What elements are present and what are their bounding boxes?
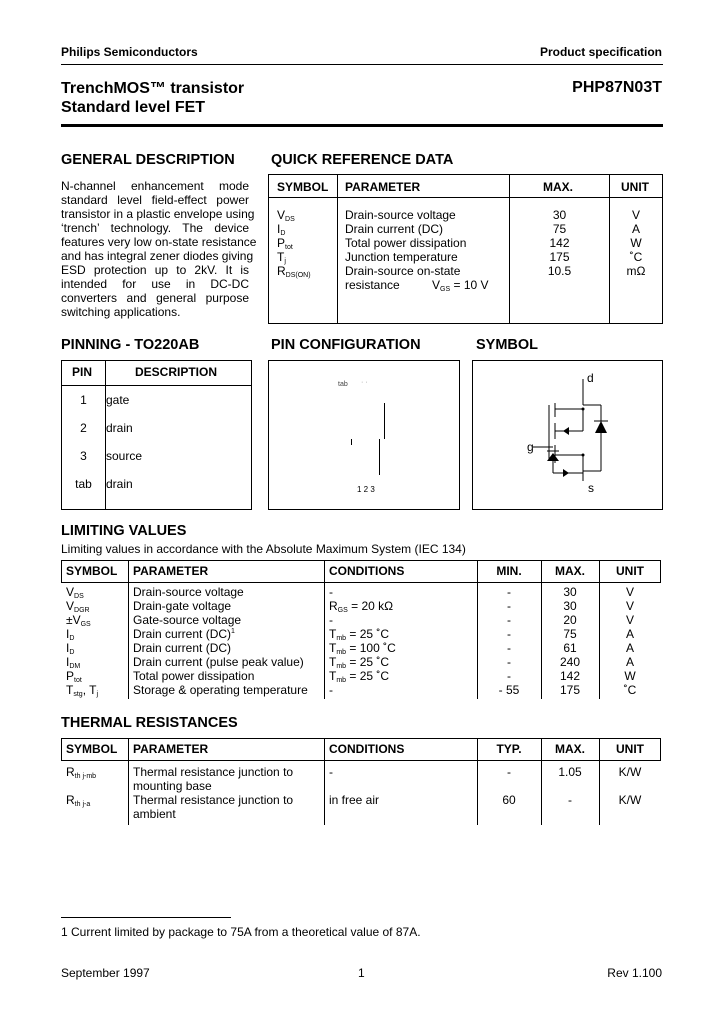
th-symbol: $R_{th j-a}$ xyxy=(66,793,91,808)
lv-condition: $T_{mb} = 25$ ˚C xyxy=(329,627,390,642)
pin-number: tab xyxy=(75,477,92,491)
symbol-diagram xyxy=(472,360,663,510)
lv-parameter: Drain-gate voltage xyxy=(133,599,232,613)
th-unit: K/W xyxy=(618,793,642,807)
th-unit: K/W xyxy=(618,765,642,779)
th-condition: in free air xyxy=(329,793,380,807)
lv-condition: - xyxy=(329,585,333,599)
lv-min: - xyxy=(507,627,511,641)
pin-number: 1 xyxy=(80,393,87,407)
gd-line: ‘trench’ technology. The device xyxy=(61,221,249,235)
qr-col-parameter: PARAMETER xyxy=(345,180,421,194)
qr-symbol: $V_{DS}$ xyxy=(277,208,295,223)
pinning-heading: PINNING - TO220AB xyxy=(61,337,200,353)
th-max: 1.05 xyxy=(558,765,582,779)
limiting-values-intro: Limiting values in accordance with the Absolute Maximum System (IEC 134) xyxy=(61,542,466,556)
th-col-typ: TYP. xyxy=(496,742,522,756)
gd-line: N-channel enhancement mode xyxy=(61,179,249,193)
th-col-max: MAX. xyxy=(555,742,585,756)
th-typ: - xyxy=(507,765,511,779)
qr-parameter: Junction temperature xyxy=(345,250,458,264)
lv-parameter: Gate-source voltage xyxy=(133,613,242,627)
lv-col-symbol: SYMBOL xyxy=(66,564,118,578)
lv-parameter: Storage & operating temperature xyxy=(133,683,308,697)
footer-rev: Rev 1.100 xyxy=(607,966,662,980)
lv-parameter: Drain current (DC) xyxy=(133,641,232,655)
qr-symbol: $I_D$ xyxy=(277,222,286,237)
lv-unit: A xyxy=(625,655,634,669)
gd-line: intended for use in DC-DC xyxy=(61,277,249,291)
lv-condition: $R_{GS} = 20$ kΩ xyxy=(329,599,394,614)
pinning-table xyxy=(61,360,252,510)
lv-unit: W xyxy=(624,669,636,683)
limiting-values-table xyxy=(61,560,661,699)
gd-line: standard level field-effect power xyxy=(61,193,249,207)
title-rule xyxy=(61,124,663,127)
qr-extra-param: resistance xyxy=(345,278,400,292)
lv-parameter: Drain current (pulse peak value) xyxy=(133,655,304,669)
lv-condition: $T_{mb} = 25$ ˚C xyxy=(329,669,390,684)
gd-line: switching applications. xyxy=(61,305,181,319)
lv-unit: ˚C xyxy=(623,683,637,697)
th-typ: 60 xyxy=(502,793,516,807)
lv-unit: A xyxy=(625,627,634,641)
th-col-conditions: CONDITIONS xyxy=(329,742,405,756)
lv-parameter: Total power dissipation xyxy=(133,669,255,683)
tab-label: tab xyxy=(338,381,348,388)
qr-unit: W xyxy=(630,236,642,250)
pin-configuration-diagram: tab · · 1 2 3 xyxy=(268,360,460,510)
lv-symbol: $P_{tot}$ xyxy=(66,669,82,684)
lv-unit: V xyxy=(625,613,634,627)
document-type: Product specification xyxy=(539,45,662,59)
qr-unit: V xyxy=(631,208,640,222)
qr-max: 142 xyxy=(549,236,570,250)
lv-min: - 55 xyxy=(498,683,520,697)
th-col-unit: UNIT xyxy=(616,742,644,756)
thermal-table xyxy=(61,738,661,825)
lv-max: 175 xyxy=(559,683,581,697)
th-symbol: $R_{th j-mb}$ xyxy=(66,765,97,780)
general-description-heading: GENERAL DESCRIPTION xyxy=(61,152,235,168)
footer-page: 1 xyxy=(358,966,365,980)
th-condition: - xyxy=(329,765,333,779)
qr-parameter: Total power dissipation xyxy=(345,236,467,250)
lv-col-unit: UNIT xyxy=(616,564,644,578)
qr-symbol: $P_{tot}$ xyxy=(277,236,293,251)
qr-parameter: Drain-source on-state xyxy=(345,264,461,278)
gate-label: g xyxy=(527,440,534,454)
lv-symbol: $V_{DS}$ xyxy=(66,585,84,600)
th-max: - xyxy=(568,793,572,807)
qr-unit: ˚C xyxy=(629,250,643,264)
pin-description: drain xyxy=(106,421,133,435)
general-description-text xyxy=(61,179,257,319)
company-name: Philips Semiconductors xyxy=(61,45,198,59)
lv-col-max: MAX. xyxy=(555,564,585,578)
mosfet-symbol-icon xyxy=(473,361,662,509)
gd-line: and has integral zener diodes giving xyxy=(61,249,254,263)
lv-col-conditions: CONDITIONS xyxy=(329,564,405,578)
lv-symbol: $T_{stg}$, $T_j$ xyxy=(66,683,99,698)
lv-max: 20 xyxy=(563,613,577,627)
lv-min: - xyxy=(507,641,511,655)
pin-description: source xyxy=(106,449,143,463)
gd-line: converters and general purpose xyxy=(61,291,249,305)
footer-date: September 1997 xyxy=(61,966,150,980)
lv-max: 61 xyxy=(563,641,577,655)
footnote-rule xyxy=(61,917,231,918)
qr-symbol: $R_{DS(ON)}$ xyxy=(277,264,311,279)
footnote: 1 Current limited by package to 75A from a theoretical value of 87A. xyxy=(61,925,421,939)
pin-description: gate xyxy=(106,393,130,407)
lv-symbol: $I_{DM}$ xyxy=(66,655,81,670)
pin-col-pin: PIN xyxy=(72,365,93,379)
pin-numbers: 1 2 3 xyxy=(357,485,375,494)
lv-unit: A xyxy=(625,641,634,655)
header-rule xyxy=(61,64,663,65)
lv-condition: - xyxy=(329,683,333,697)
qr-max: 30 xyxy=(552,208,567,222)
document-title: TrenchMOS™ transistor Standard level FET xyxy=(61,80,245,116)
lv-unit: V xyxy=(625,585,634,599)
th-parameter-cont: mounting base xyxy=(133,779,212,793)
qr-parameter: Drain-source voltage xyxy=(345,208,456,222)
qr-col-max: MAX. xyxy=(543,180,573,194)
pin-number: 2 xyxy=(80,421,87,435)
source-label: s xyxy=(588,481,594,495)
th-col-parameter: PARAMETER xyxy=(133,742,209,756)
symbol-heading: SYMBOL xyxy=(476,337,539,353)
pin-configuration-heading: PIN CONFIGURATION xyxy=(271,337,421,353)
pin-col-description: DESCRIPTION xyxy=(135,365,218,379)
lv-max: 30 xyxy=(563,599,577,613)
pin-number: 3 xyxy=(80,449,87,463)
th-parameter: Thermal resistance junction to xyxy=(133,793,294,807)
qr-parameter: Drain current (DC) xyxy=(345,222,444,236)
lv-min: - xyxy=(507,599,511,613)
pin-description: drain xyxy=(106,477,133,491)
qr-max: 175 xyxy=(549,250,570,264)
thermal-heading: THERMAL RESISTANCES xyxy=(61,715,238,731)
lv-condition: $T_{mb} = 25$ ˚C xyxy=(329,655,390,670)
qr-max: 75 xyxy=(552,222,567,236)
gd-line: ESD protection up to 2kV. It is xyxy=(61,263,249,277)
drain-label: d xyxy=(587,371,594,385)
lv-min: - xyxy=(507,655,511,669)
limiting-values-heading: LIMITING VALUES xyxy=(61,523,187,539)
qr-col-symbol: SYMBOL xyxy=(277,180,329,194)
lv-parameter: Drain-source voltage xyxy=(133,585,244,599)
lv-min: - xyxy=(507,613,511,627)
lv-symbol: $I_D$ xyxy=(66,627,75,642)
lv-max: 30 xyxy=(563,585,577,599)
qr-unit: A xyxy=(631,222,640,236)
lv-col-min: MIN. xyxy=(496,564,522,578)
lv-max: 142 xyxy=(559,669,581,683)
lv-symbol: $I_D$ xyxy=(66,641,75,656)
gd-line: transistor in a plastic envelope using xyxy=(61,207,255,221)
part-number: PHP87N03T xyxy=(572,79,662,96)
lv-max: 240 xyxy=(559,655,581,669)
lv-col-parameter: PARAMETER xyxy=(133,564,209,578)
qr-max: 10.5 xyxy=(547,264,572,278)
th-parameter: Thermal resistance junction to xyxy=(133,765,294,779)
lv-min: - xyxy=(507,585,511,599)
quick-reference-table xyxy=(268,174,663,324)
th-parameter-cont: ambient xyxy=(133,807,176,821)
qr-symbol: $T_j$ xyxy=(277,250,286,265)
lv-condition: - xyxy=(329,613,333,627)
lv-unit: V xyxy=(625,599,634,613)
qr-unit: mΩ xyxy=(626,264,646,278)
lv-parameter: Drain current (DC)$^1$ xyxy=(133,627,235,641)
lv-max: 75 xyxy=(563,627,577,641)
lv-condition: $T_{mb} = 100$ ˚C xyxy=(329,641,396,656)
lv-symbol: $V_{DGR}$ xyxy=(66,599,90,614)
gd-line: features very low on-state resistance xyxy=(61,235,257,249)
lv-symbol: $\pm V_{GS}$ xyxy=(66,613,91,628)
lv-min: - xyxy=(507,669,511,683)
qr-extra-cond: $V_{GS} = 10$ V xyxy=(432,278,489,293)
th-col-symbol: SYMBOL xyxy=(66,742,118,756)
qr-col-unit: UNIT xyxy=(621,180,649,194)
quick-reference-heading: QUICK REFERENCE DATA xyxy=(271,152,454,168)
